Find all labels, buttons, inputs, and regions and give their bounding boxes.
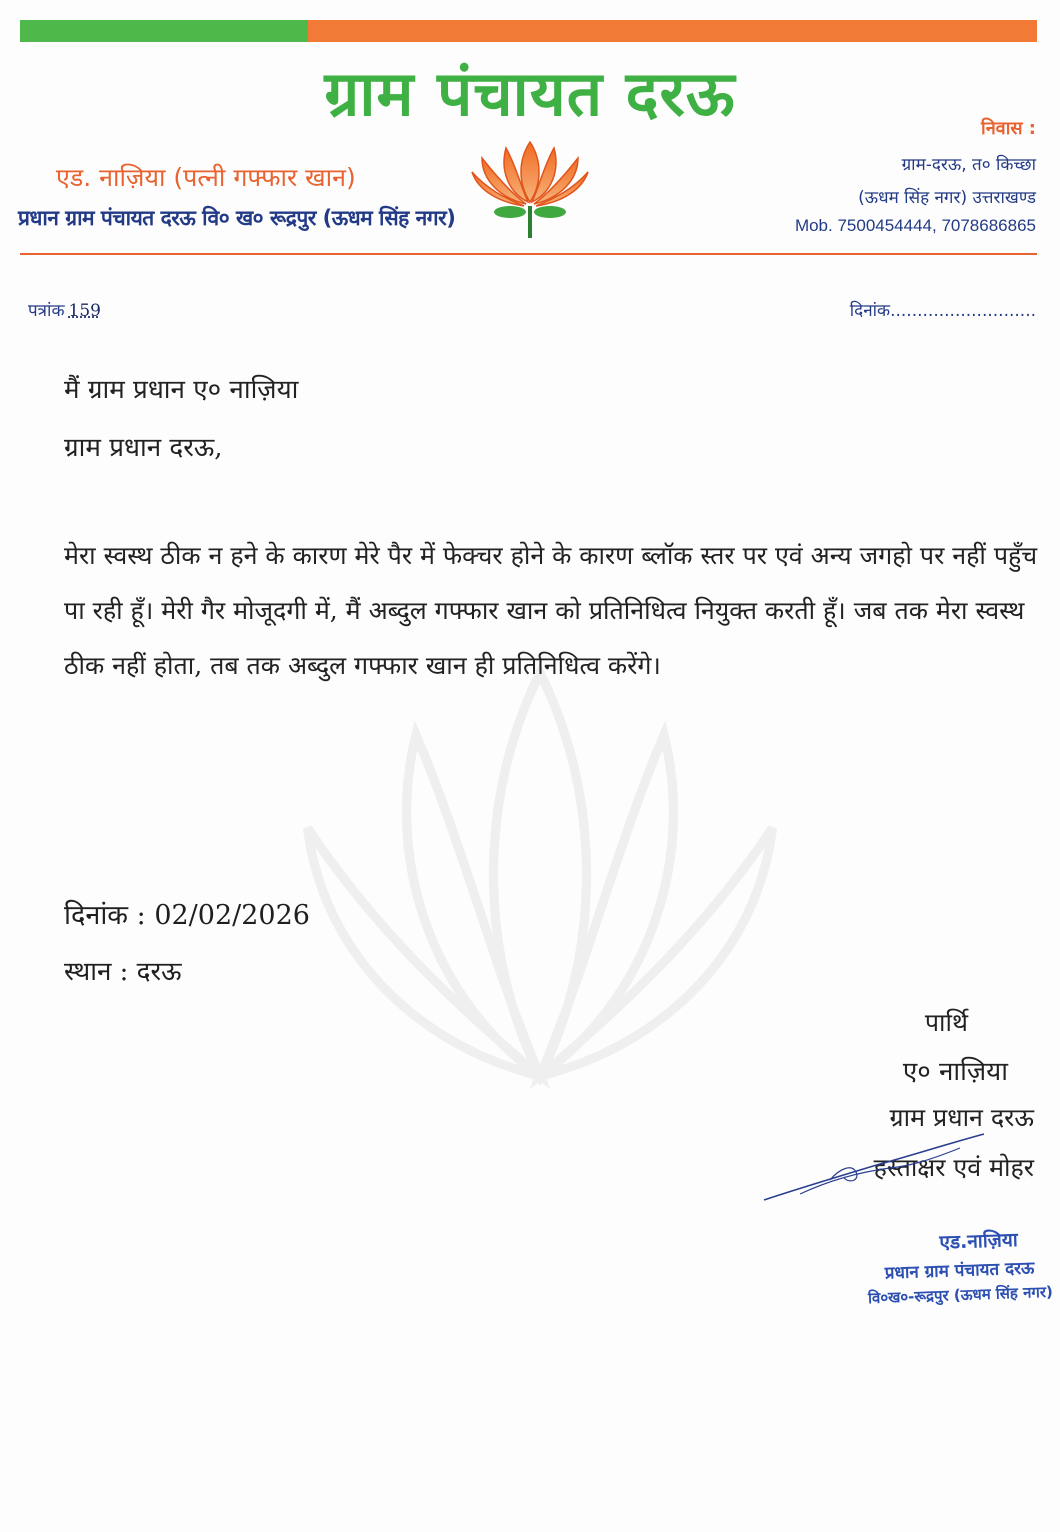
signature-label: हस्ताक्षर एवं मोहर xyxy=(873,1153,1034,1182)
letter-body-paragraph: मेरा स्वस्थ ठीक न हने के कारण मेरे पैर में फेक्चर होने के कारण ब्लॉक स्तर पर एवं अन्य जगहो पर नहीं पहुँच पा रही हूँ। मेरी गैर मोजूदगी में, मैं अब्दुल गफ्फार खान को प्रतिनिधित्व नियुक्त करती हूँ। जब तक मेरा स्वस्थ ठीक नहीं होता, तब तक अब्दुल गफ्फार खान ही प्रतिनिधित्व करेंगे। xyxy=(64,541,1038,680)
strip-orange xyxy=(308,20,1037,42)
footer-date-label: दिनांक : xyxy=(64,900,146,931)
header-color-strip xyxy=(20,20,1037,42)
header-divider xyxy=(20,253,1037,255)
sender-line-1: मैं ग्राम प्रधान ए० नाज़िया xyxy=(64,375,299,405)
letterhead-left xyxy=(18,160,468,232)
top-date-value: ........................... xyxy=(890,301,1036,321)
signature-name: ए० नाज़िया xyxy=(902,1057,1008,1087)
footer-place-value: दरऊ xyxy=(136,957,182,987)
mobile-numbers: Mob. 7500454444, 7078686865 xyxy=(794,216,1036,235)
footer-date xyxy=(64,895,310,932)
signature-designation: ग्राम प्रधान दरऊ xyxy=(889,1103,1034,1132)
reference-number xyxy=(28,298,101,321)
handwritten-signature xyxy=(760,1128,990,1208)
stamp-line-2: प्रधान ग्राम पंचायत दरऊ xyxy=(884,1258,1035,1284)
footer-place-label: स्थान : xyxy=(64,957,129,987)
address-line-2: (ऊधम सिंह नगर) उत्तराखण्ड xyxy=(858,188,1036,208)
footer-date-value: 02/02/2026 xyxy=(154,900,310,931)
footer-place xyxy=(64,952,182,988)
reference-label: पत्रांक xyxy=(28,301,65,321)
stamp-line-1: एड.नाज़िया xyxy=(939,1228,1019,1254)
reference-value: 159 xyxy=(68,301,101,321)
letterhead-right xyxy=(795,116,1036,236)
letterhead-title: ग्राम पंचायत दरऊ xyxy=(324,57,736,130)
lotus-logo-icon xyxy=(468,136,592,240)
letterhead-role: प्रधान ग्राम पंचायत दरऊ वि० ख० रूद्रपुर (ऊधम सिंह नगर) xyxy=(18,206,456,230)
sender-line-2: ग्राम प्रधान दरऊ, xyxy=(64,433,223,463)
letterhead-name: एड. नाज़िया (पत्नी गफ्फार खान) xyxy=(56,163,356,192)
residence-label: निवास : xyxy=(981,118,1036,139)
strip-green xyxy=(20,20,308,42)
lotus-watermark-icon xyxy=(230,610,850,1170)
top-date xyxy=(850,298,1036,321)
signature-line-1: पार्थि xyxy=(924,1008,968,1037)
stamp-line-3: वि०ख०-रूद्रपुर (ऊधम सिंह नगर) xyxy=(867,1282,1054,1308)
address-line-1: ग्राम-दरऊ, त० किच्छा xyxy=(901,155,1036,175)
top-date-label: दिनांक xyxy=(849,301,891,321)
official-stamp xyxy=(866,1225,1053,1308)
